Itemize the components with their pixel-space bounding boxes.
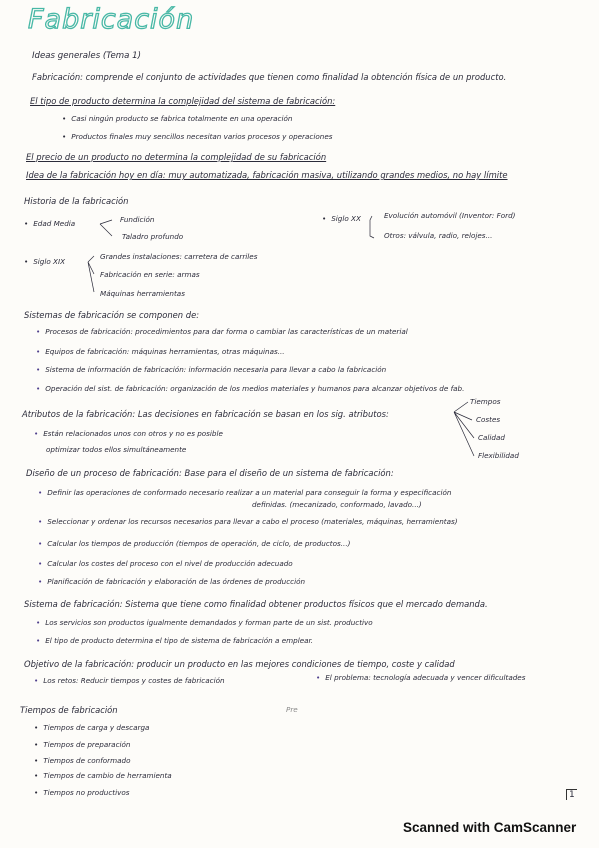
bullet-icon: • (38, 577, 43, 586)
tiempos-item-2: • Tiempos de preparación (34, 740, 131, 749)
siglo-xix-label: • Siglo XIX (24, 257, 66, 266)
tipo-bullet-1: • Casi ningún producto se fabrica totalmente en una operación (62, 114, 293, 123)
bullet-icon: • (36, 384, 41, 393)
siglo-xix-item-3: Máquinas herramientas (100, 289, 185, 298)
page-number: 1 (566, 789, 577, 800)
siglo-xx-item-2: Otros: válvula, radio, relojes... (384, 231, 493, 240)
diseno-item-5: • Planificación de fabricación y elaboración de las órdenes de producción (38, 577, 306, 586)
edad-media-item-2: Taladro profundo (122, 232, 184, 241)
objetivo-retos: • Los retos: Reducir tiempos y costes de fabricación (34, 676, 225, 685)
tipo-producto-text: El tipo de producto determina la complejidad del sistema de fabricación: (30, 96, 336, 106)
bullet-icon: • (38, 517, 43, 526)
idea-hoy-text: Idea de la fabricación hoy en día: muy automatizada, fabricación masiva, utilizando grandes medios, no hay límite (26, 170, 508, 180)
bullet-icon: • (36, 365, 41, 374)
bullet-icon: • (36, 347, 41, 356)
sistema-bullet-2: • El tipo de producto determina el tipo de sistema de fabricación a emplear. (36, 636, 314, 645)
sistemas-item-3: • Sistema de información de fabricación: información necesaria para llevar a cabo la fabricación (36, 365, 387, 374)
sistemas-item-2: • Equipos de fabricación: máquinas herramientas, otras máquinas... (36, 347, 285, 356)
bullet-icon: • (24, 219, 29, 228)
bullet-icon: • (38, 488, 43, 497)
bullet-icon: • (36, 618, 41, 627)
sistemas-heading: Sistemas de fabricación se componen de: (24, 310, 200, 320)
bullet-icon: • (36, 327, 41, 336)
pencil-note: Pre (286, 705, 298, 714)
sistemas-item-4: • Operación del sist. de fabricación: organización de los medios materiales y humanos para alcanzar objetivos de fab. (36, 384, 465, 393)
atributos-bullet: • Están relacionados unos con otros y no es posible (34, 429, 223, 438)
atributo-flexibilidad: Flexibilidad (478, 451, 519, 460)
tipo-bullet-2: • Productos finales muy sencillos necesitan varios procesos y operaciones (62, 132, 333, 141)
diseno-item-1-cont: definidas. (mecanizado, conformado, lavado...) (252, 500, 422, 509)
sistemas-item-1: • Procesos de fabricación: procedimientos para dar forma o cambiar las características de un material (36, 327, 408, 336)
bullet-icon: • (34, 771, 39, 780)
tiempos-item-1: • Tiempos de carga y descarga (34, 723, 150, 732)
bullet-icon: • (36, 636, 41, 645)
bullet-icon: • (24, 257, 29, 266)
objetivo-text: Objetivo de la fabricación: producir un producto en las mejores condiciones de tiempo, coste y calidad (24, 659, 455, 669)
tiempos-item-3: • Tiempos de conformado (34, 756, 131, 765)
page-title: Fabricación (28, 4, 195, 35)
bullet-icon: • (34, 756, 39, 765)
tiempos-item-5: • Tiempos no productivos (34, 788, 130, 797)
bullet-icon: • (316, 673, 321, 682)
intro-definition: Fabricación: comprende el conjunto de actividades que tienen como finalidad la obtención física de un producto. (32, 72, 507, 82)
objetivo-problema: • El problema: tecnología adecuada y vencer dificultades (316, 673, 526, 682)
atributos-bullet-cont: optimizar todos ellos simultáneamente (46, 445, 187, 454)
atributo-calidad: Calidad (478, 433, 505, 442)
bullet-icon: • (34, 676, 39, 685)
bullet-icon: • (34, 723, 39, 732)
bullet-icon: • (62, 114, 67, 123)
siglo-xix-item-1: Grandes instalaciones: carretera de carriles (100, 252, 258, 261)
bullet-icon: • (62, 132, 67, 141)
siglo-xix-item-2: Fabricación en serie: armas (100, 270, 200, 279)
diseno-item-2: • Seleccionar y ordenar los recursos necesarios para llevar a cabo el proceso (materiales, máquinas, herramientas) (38, 517, 458, 526)
siglo-xx-item-1: Evolución automóvil (Inventor: Ford) (384, 211, 516, 220)
edad-media-item-1: Fundición (120, 215, 155, 224)
diseno-item-1: • Definir las operaciones de conformado necesario realizar a un material para conseguir la forma y especificación (38, 488, 452, 497)
atributo-tiempos: Tiempos (470, 397, 501, 406)
atributos-text: Atributos de la fabricación: Las decisiones en fabricación se basan en los sig. atributos: (22, 409, 389, 419)
scanner-watermark: Scanned with CamScanner (403, 820, 577, 835)
atributo-costes: Costes (476, 415, 501, 424)
diseno-item-4: • Calcular los costes del proceso con el nivel de producción adecuado (38, 559, 293, 568)
tiempos-heading: Tiempos de fabricación (20, 705, 118, 715)
bullet-icon: • (38, 559, 43, 568)
sistema-fabricacion-text: Sistema de fabricación: Sistema que tiene como finalidad obtener productos físicos que el mercado demanda. (24, 599, 488, 609)
bullet-icon: • (34, 788, 39, 797)
bullet-icon: • (34, 429, 39, 438)
heading-ideas-generales: Ideas generales (Tema 1) (32, 51, 141, 61)
bullet-icon: • (38, 539, 43, 548)
bullet-icon: • (322, 214, 327, 223)
diseno-item-3: • Calcular los tiempos de producción (tiempos de operación, de ciclo, de productos...) (38, 539, 351, 548)
historia-heading: Historia de la fabricación (24, 196, 129, 206)
edad-media-label: • Edad Media (24, 219, 76, 228)
bullet-icon: • (34, 740, 39, 749)
precio-text: El precio de un producto no determina la complejidad de su fabricación (26, 152, 327, 162)
siglo-xx-label: • Siglo XX (322, 214, 361, 223)
diseno-heading: Diseño de un proceso de fabricación: Base para el diseño de un sistema de fabricación: (26, 468, 394, 478)
tiempos-item-4: • Tiempos de cambio de herramienta (34, 771, 172, 780)
sistema-bullet-1: • Los servicios son productos igualmente demandados y forman parte de un sist. productivo (36, 618, 373, 627)
